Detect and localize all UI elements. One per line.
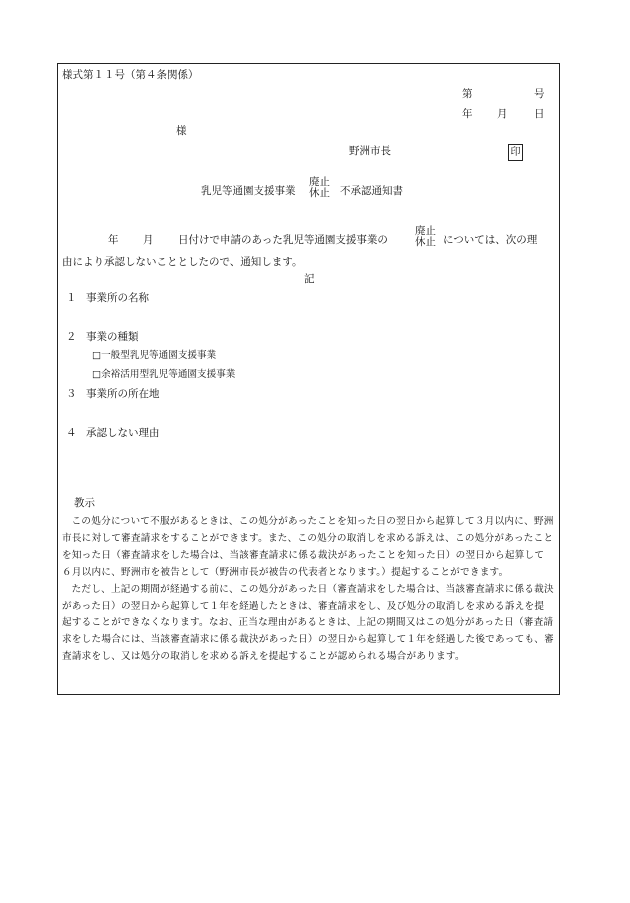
notice-paragraph-1: この処分について不服があるときは、この処分があったことを知った日の翌日から起算して３月以内に、野洲市長に対して審査請求をすることができます。また、この処分の取消しを求める訴えは、この処分があったことを知った日（審査請求をした場合は、当該審査請求に係る裁決があったことを知った日）の翌日から起算して６月以内に、野洲市を被告として（野洲市長が被告の代表者となります。）提起することができます。 <box>62 516 554 578</box>
doc-number-go: 号 <box>534 88 545 100</box>
item-4-label: 承認しない理由 <box>86 427 160 439</box>
body-text-2: については、次の理 <box>443 234 538 246</box>
form-number: 様式第１１号（第４条関係） <box>62 69 199 81</box>
body-choice-haishi: 廃止 <box>415 225 436 237</box>
date-month: 月 <box>497 108 508 120</box>
date-day: 日 <box>534 108 545 120</box>
item-3-label: 事業所の所在地 <box>86 388 160 400</box>
issuer-name: 野洲市長 <box>349 145 391 157</box>
body-year: 年 <box>108 234 119 246</box>
date-year: 年 <box>462 108 473 120</box>
body-choice <box>415 226 436 248</box>
body-month: 月 <box>143 234 154 246</box>
title-choice-kyushi: 休止 <box>309 187 330 199</box>
notice-paragraph-2: ただし、上記の期間が経過する前に、この処分があった日（審査請求をした場合は、当該審査請求に係る裁決があった日）の翌日から起算して１年を経過したときは、審査請求をし、及び処分の取消しを求める訴えを提起することができなくなります。なお、正当な理由があるときは、上記の期間又はこの処分があった日（審査請求をした場合には、当該審査請求に係る裁決があった日）の翌日から起算して１年を経過した後であっても、審査請求をし、又は処分の取消しを求める訴えを提起することが認められる場合があります。 <box>62 583 554 663</box>
title-choice <box>309 177 330 199</box>
item-3-number: ３ <box>66 388 77 400</box>
item-1-number: １ <box>66 292 77 304</box>
doc-number-dai: 第 <box>462 88 473 100</box>
notice-heading: 教示 <box>74 497 95 509</box>
addressee-sama: 様 <box>176 125 187 137</box>
business-type-option: □一般型乳児等通園支援事業 <box>92 350 217 361</box>
seal-stamp: 印 <box>508 144 523 161</box>
title-suffix: 不承認通知書 <box>340 185 403 197</box>
ki-heading: 記 <box>304 273 315 285</box>
item-1-label: 事業所の名称 <box>86 292 149 304</box>
item-2-label: 事業の種類 <box>86 331 139 343</box>
notice-body <box>62 514 554 666</box>
title-prefix: 乳児等通園支援事業 <box>201 185 296 197</box>
business-type-option: □余裕活用型乳児等通園支援事業 <box>92 369 236 380</box>
body-text-line2: 由により承認しないこととしたので、通知します。 <box>62 256 303 268</box>
body-text-1: 日付けで申請のあった乳児等通園支援事業の <box>178 234 388 246</box>
title-choice-haishi: 廃止 <box>309 176 330 188</box>
body-choice-kyushi: 休止 <box>415 236 436 248</box>
item-4-number: ４ <box>66 427 77 439</box>
item-2-number: ２ <box>66 331 77 343</box>
